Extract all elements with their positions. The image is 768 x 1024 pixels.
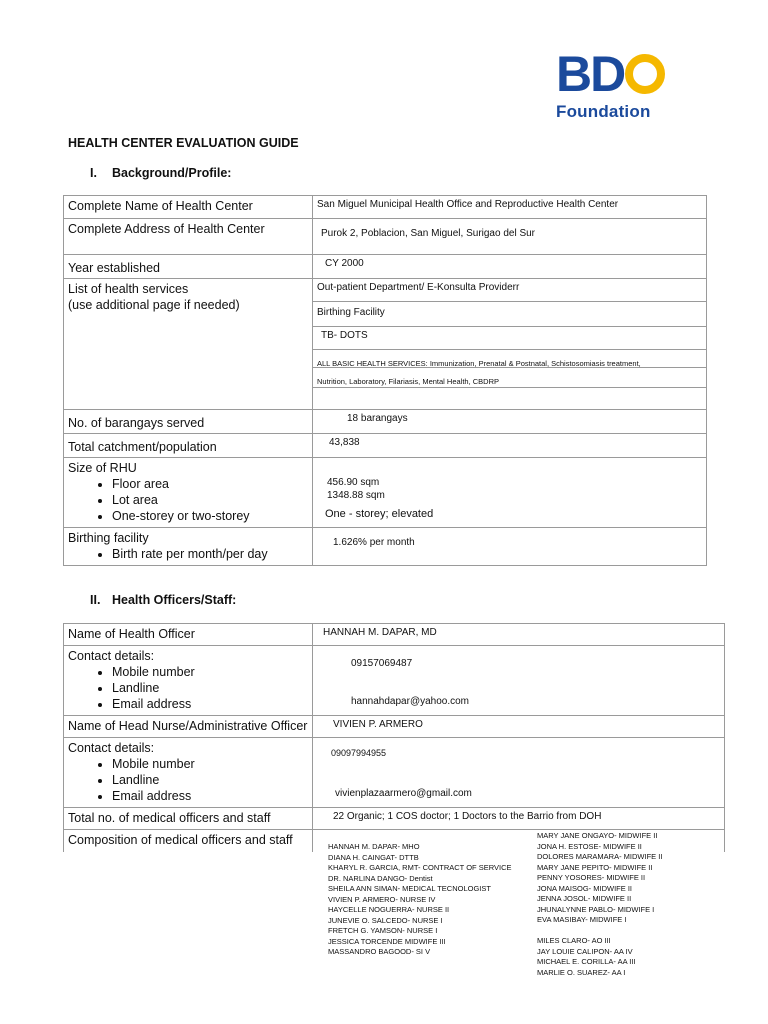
size-values[interactable] (313, 458, 707, 528)
size-label-text: Size of RHU (68, 461, 137, 475)
officer-value[interactable]: HANNAH M. DAPAR, MD (313, 624, 725, 646)
officers-table (63, 623, 725, 852)
nurse-contact-values[interactable] (313, 738, 725, 808)
table-row (64, 716, 725, 738)
table-row (64, 196, 707, 219)
section-1-heading (90, 166, 231, 180)
name-label: Complete Name of Health Center (64, 196, 313, 219)
list-item: • Floor area (112, 476, 308, 492)
section-2-number: II. (90, 593, 101, 607)
section-1-title: Background/Profile: (112, 166, 232, 180)
list-item: MARLIE O. SUAREZ- AA I (537, 967, 626, 977)
nurse-email: vivienplazaarmero@gmail.com (335, 788, 472, 799)
list-item: JONA H. ESTOSE- MIDWIFE II (537, 841, 642, 851)
address-text: Purok 2, Poblacion, San Miguel, Surigao del Sur (321, 228, 536, 239)
nurse-contact-label (64, 738, 313, 808)
logo-foundation-text: Foundation (556, 102, 651, 121)
total-staff-value[interactable]: 22 Organic; 1 COS doctor; 1 Doctors to the Barrio from DOH (313, 808, 725, 830)
list-item (537, 926, 687, 937)
profile-table (63, 195, 707, 566)
section-1-number: I. (90, 166, 97, 180)
list-item: MILES CLARO- AO III (537, 936, 611, 945)
service-item[interactable] (313, 388, 706, 408)
list-item: EVA MASIBAY- MIDWIFE I (537, 915, 627, 924)
list-item: • One-storey or two-storey (112, 508, 308, 524)
table-row (64, 219, 707, 255)
service-item[interactable]: Birthing Facility (313, 302, 706, 327)
contact-items (68, 664, 308, 712)
list-item: • Mobile number (112, 664, 308, 680)
list-item: FRETCH G. YAMSON- NURSE I (328, 926, 438, 935)
barangays-label: No. of barangays served (64, 410, 313, 434)
list-item: HANNAH M. DAPAR- MHO (328, 842, 420, 851)
name-value[interactable]: San Miguel Municipal Health Office and Reproductive Health Center (313, 196, 707, 219)
services-label (64, 279, 313, 410)
composition-label: Composition of medical officers and staff (64, 830, 313, 852)
nurse-value[interactable]: VIVIEN P. ARMERO (313, 716, 725, 738)
list-item: • Landline (112, 772, 308, 788)
catchment-text: 43,838 (329, 437, 360, 448)
service-item[interactable]: Nutrition, Laboratory, Filariasis, Mental Health, CBDRP (313, 368, 706, 388)
lot-area-value: 1348.88 sqm (327, 490, 385, 501)
storey-value: One - storey; elevated (325, 508, 434, 520)
year-value[interactable] (313, 255, 707, 279)
section-2-title: Health Officers/Staff: (112, 593, 237, 607)
officer-email: hannahdapar@yahoo.com (351, 696, 470, 707)
size-items (68, 476, 308, 524)
contact-label-text: Contact details: (68, 741, 155, 755)
list-item: • Email address (112, 788, 308, 804)
list-item: DIANA H. CAINGAT- DTTB (328, 852, 419, 862)
birthing-label (64, 528, 313, 566)
nurse-label: Name of Head Nurse/Administrative Officer (64, 716, 313, 738)
barangays-value[interactable] (313, 410, 707, 434)
service-item[interactable]: Out-patient Department/ E-Konsulta Providerr (313, 279, 706, 302)
table-row (64, 458, 707, 528)
list-item: JESSICA TORCENDE MIDWIFE III (328, 936, 446, 946)
total-staff-label: Total no. of medical officers and staff (64, 808, 313, 830)
barangays-text: 18 barangays (347, 413, 408, 424)
list-item: MARY JANE PEPITO- MIDWIFE II (537, 862, 653, 872)
list-item: MASSANDRO BAGOOD- SI V (328, 947, 431, 956)
year-text: CY 2000 (325, 258, 364, 269)
list-item: MICHAEL E. CORILLA- AA III (537, 957, 636, 966)
services-list (313, 279, 707, 410)
officer-contact-values[interactable] (313, 646, 725, 716)
list-item: DR. NARLINA DANGO- Dentist (328, 873, 433, 883)
services-label-text: List of health services (68, 282, 189, 296)
list-item: • Birth rate per month/per day (112, 546, 308, 562)
bdo-foundation-logo (556, 46, 688, 126)
officer-contact-label (64, 646, 313, 716)
table-row (64, 646, 725, 716)
list-item: • Email address (112, 696, 308, 712)
table-row (64, 808, 725, 830)
logo-brand-text: BD (556, 46, 625, 102)
officer-label: Name of Health Officer (64, 624, 313, 646)
year-label: Year established (64, 255, 313, 279)
nurse-mobile: 09097994955 (331, 748, 387, 758)
list-item: JAY LOUIE CALIPON- AA IV (537, 946, 633, 956)
table-row (64, 255, 707, 279)
list-item: VIVIEN P. ARMERO- NURSE IV (328, 894, 436, 904)
table-row (64, 624, 725, 646)
catchment-value[interactable] (313, 434, 707, 458)
officer-mobile: 09157069487 (351, 658, 413, 669)
birthing-value[interactable]: 1.626% per month (313, 528, 707, 566)
list-item: JUNEVIE O. SALCEDO- NURSE I (328, 915, 443, 925)
table-row (64, 434, 707, 458)
section-2-heading (90, 593, 236, 607)
list-item: JONA MAISOG- MIDWIFE II (537, 883, 633, 893)
catchment-label: Total catchment/population (64, 434, 313, 458)
table-row (64, 738, 725, 808)
service-item[interactable]: ALL BASIC HEALTH SERVICES: Immunization, Prenatal & Postnatal, Schistosomiasis treatment, (313, 350, 706, 368)
staff-list-left (328, 842, 528, 958)
logo-ring-icon (625, 54, 665, 94)
service-item[interactable]: TB- DOTS (313, 327, 706, 350)
birthing-items (68, 546, 308, 562)
floor-area-value: 456.90 sqm (327, 477, 380, 488)
list-item: HAYCELLE NOGUERRA- NURSE II (328, 905, 450, 914)
list-item: JENNA JOSOL- MIDWIFE II (537, 894, 632, 903)
address-label: Complete Address of Health Center (64, 219, 313, 255)
list-item: • Lot area (112, 492, 308, 508)
list-item: DOLORES MARAMARA- MIDWIFE II (537, 852, 663, 861)
birthing-label-text: Birthing facility (68, 531, 149, 545)
list-item: PENNY YOSORES- MIDWIFE II (537, 873, 646, 882)
size-label (64, 458, 313, 528)
list-item: KHARYL R. GARCIA, RMT- CONTRACT OF SERVICE (328, 863, 512, 872)
list-item: • Mobile number (112, 756, 308, 772)
contact-items (68, 756, 308, 804)
services-note-text: (use additional page if needed) (68, 298, 240, 312)
list-item: JHUNALYNNE PABLO- MIDWIFE I (537, 904, 655, 914)
list-item: • Landline (112, 680, 308, 696)
list-item: SHEILA ANN SIMAN- MEDICAL TECNOLOGIST (328, 884, 491, 893)
table-row (64, 528, 707, 566)
document-title: HEALTH CENTER EVALUATION GUIDE (68, 136, 299, 150)
table-row (64, 410, 707, 434)
contact-label-text: Contact details: (68, 649, 155, 663)
staff-list-right (537, 831, 687, 978)
table-row (64, 279, 707, 410)
list-item: MARY JANE ONGAYO- MIDWIFE II (537, 831, 658, 840)
address-value[interactable] (313, 219, 707, 255)
